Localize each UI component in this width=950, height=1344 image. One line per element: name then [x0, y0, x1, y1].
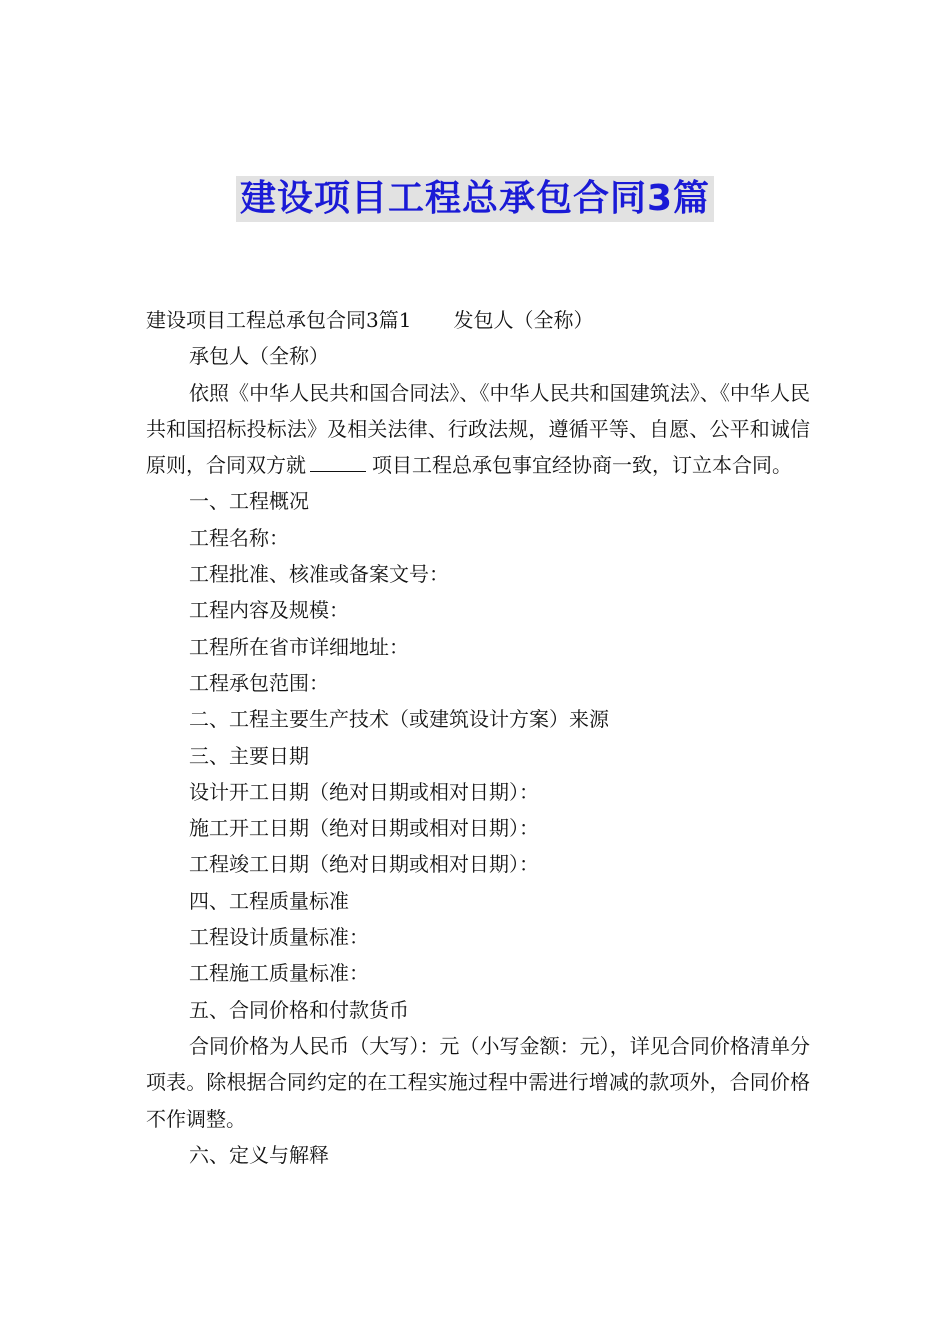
line-section-1: 一、工程概况 — [189, 489, 309, 514]
line-address: 工程所在省市详细地址： — [189, 634, 409, 659]
line-section-4: 四、工程质量标准 — [189, 888, 349, 913]
line-section-2: 二、工程主要生产技术（或建筑设计方案）来源 — [189, 707, 609, 732]
document-title: 建设项目工程总承包合同3篇 — [236, 176, 714, 222]
price-paragraph: 合同价格为人民币（大写）：元（小写金额：元），详见合同价格清单分项表。除根据合同约定的在工程实施过程中需进行增减的款项外，合同价格不作调整。 — [146, 1033, 810, 1131]
line-content-scale: 工程内容及规模： — [189, 598, 349, 623]
contractor-label: 承包人（全称） — [189, 344, 329, 369]
line-completion: 工程竣工日期（绝对日期或相对日期）： — [189, 852, 539, 877]
line-approval-number: 工程批准、核准或备案文号： — [189, 562, 449, 587]
intro-text-2: 项目工程总承包事宜经协商一致，订立本合同。 — [372, 453, 792, 478]
employer-label: 发包人（全称） — [453, 308, 594, 332]
contract-heading: 建设项目工程总承包合同3篇1 — [146, 308, 412, 332]
line-design-start: 设计开工日期（绝对日期或相对日期）： — [189, 779, 539, 804]
line-design-quality: 工程设计质量标准： — [189, 925, 369, 950]
first-line — [146, 302, 810, 338]
document-body — [146, 302, 810, 1173]
intro-paragraph — [146, 375, 810, 484]
line-construction-start: 施工开工日期（绝对日期或相对日期）： — [189, 816, 539, 841]
line-construction-quality: 工程施工质量标准： — [189, 961, 369, 986]
intro-text-1: 依照《中华人民共和国合同法》、《中华人民共和国建筑法》、《中华人民共和国招标投标法》及相关法律、行政法规，遵循平等、自愿、公平和诚信原则，合同双方就 — [146, 380, 810, 478]
line-section-5: 五、合同价格和付款货币 — [189, 997, 409, 1022]
project-name-blank — [310, 453, 366, 472]
title-container — [0, 176, 950, 222]
line-scope: 工程承包范围： — [189, 670, 329, 695]
line-section-3: 三、主要日期 — [189, 743, 309, 768]
line-project-name: 工程名称： — [189, 525, 289, 550]
line-section-6: 六、定义与解释 — [189, 1142, 329, 1167]
